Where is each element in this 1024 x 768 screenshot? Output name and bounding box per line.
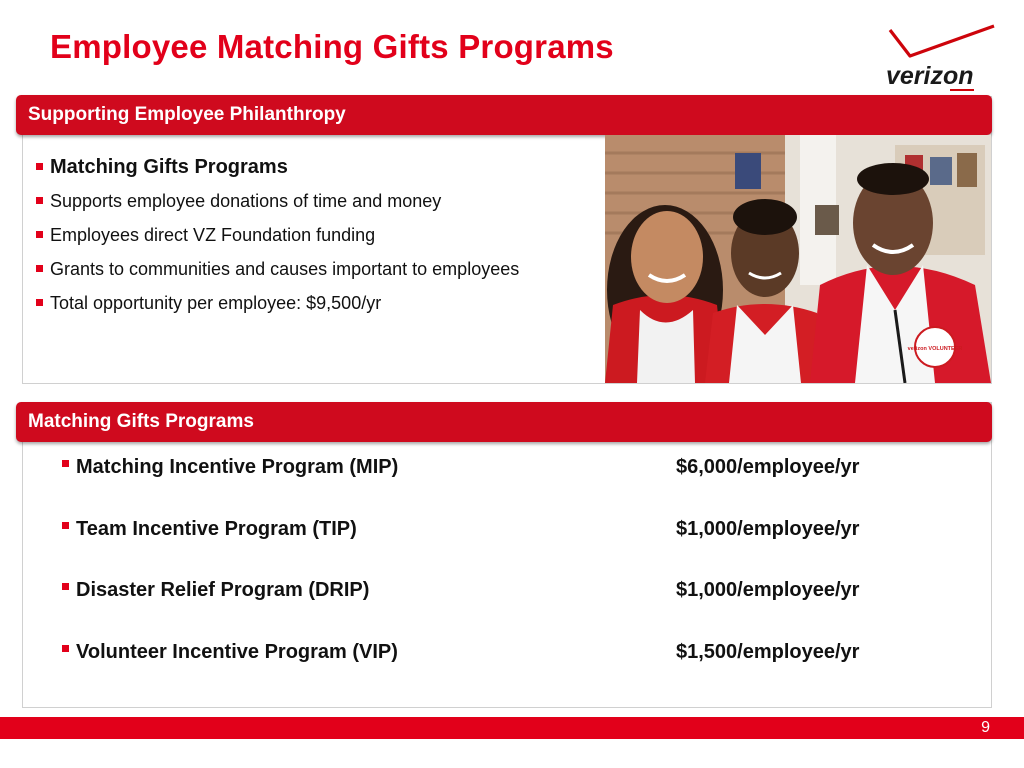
bullet-square-icon (36, 197, 43, 204)
bullet-text: Supports employee donations of time and money (50, 191, 442, 211)
programs-list (62, 450, 942, 696)
bullet-item (36, 184, 519, 218)
bullet-square-icon (36, 163, 43, 170)
bullet-square-icon (62, 583, 69, 590)
bullet-text: Grants to communities and causes important to employees (50, 259, 520, 279)
bullet-item (36, 150, 519, 184)
program-name: Disaster Relief Program (DRIP) (76, 579, 370, 601)
section1-header: Supporting Employee Philanthropy (16, 95, 992, 135)
program-amount: $6,000/employee/yr (676, 456, 860, 478)
bullet-square-icon (36, 265, 43, 272)
program-amount: $1,500/employee/yr (676, 640, 860, 663)
program-row (62, 512, 942, 574)
bullet-square-icon (36, 299, 43, 306)
page-number: 9 (981, 719, 990, 736)
program-name: Team Incentive Program (TIP) (76, 517, 357, 540)
bullet-item (36, 218, 519, 252)
program-row (62, 450, 942, 512)
section2-header: Matching Gifts Programs (16, 402, 992, 442)
bullet-square-icon (36, 231, 43, 238)
section1-bullet-list (36, 150, 519, 320)
program-name: Matching Incentive Program (MIP) (76, 456, 399, 478)
volunteer-badge-text: verizon VOLUNTEER (907, 346, 963, 352)
bullet-item (36, 252, 519, 286)
volunteers-photo (605, 135, 991, 383)
slide-title: Employee Matching Gifts Programs (50, 28, 614, 65)
program-row (62, 573, 942, 635)
logo-text: verizon (886, 62, 974, 90)
bullet-square-icon (62, 645, 69, 652)
program-row (62, 635, 942, 697)
program-amount: $1,000/employee/yr (676, 579, 860, 601)
program-name: Volunteer Incentive Program (VIP) (76, 640, 398, 663)
bullet-square-icon (62, 522, 69, 529)
bullet-square-icon (62, 460, 69, 467)
bullet-text: Employees direct VZ Foundation funding (50, 225, 376, 245)
footer-bar (0, 717, 1024, 739)
verizon-logo (884, 24, 996, 94)
bullet-text: Total opportunity per employee: $9,500/yr (50, 293, 382, 313)
program-amount: $1,000/employee/yr (676, 517, 860, 540)
bullet-item (36, 286, 519, 320)
bullet-text: Matching Gifts Programs (50, 156, 288, 178)
